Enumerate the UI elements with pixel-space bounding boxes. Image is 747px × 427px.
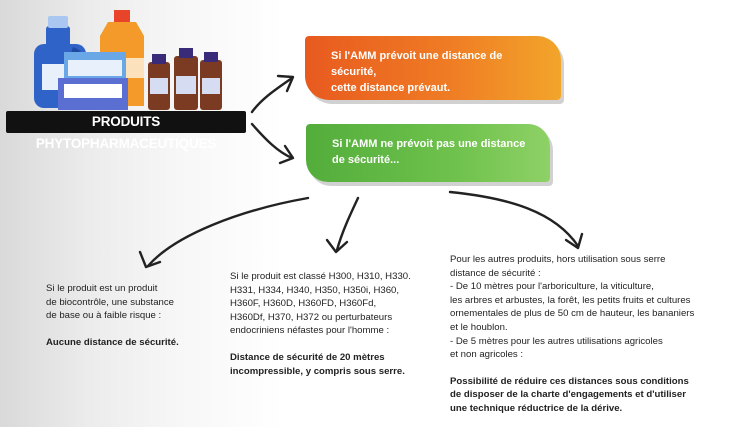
other-products-text: distance de sécurité : [450,267,541,279]
no-amm-distance-line2: de sécurité... [332,154,400,166]
biocontrol-text: de biocontrôle, une substance [46,296,175,308]
classified-text: Si le produit est classé H300, H310, H330. [230,271,411,282]
no-amm-distance-box [306,124,550,182]
classified-result: incompressible, y compris sous serre. [230,365,405,377]
classified-result: Distance de sécurité de 20 mètres [230,351,385,363]
other-products-column [450,253,742,416]
classified-text: endocriniens néfastes pour l'homme : [230,325,390,337]
other-products-result: Possibilité de réduire ces distances sous conditions [450,375,689,387]
amm-distance-line1: Si l'AMM prévoit une distance de sécurité, [331,50,503,78]
arrow-to-green-icon [252,124,293,163]
amm-distance-box [305,36,561,100]
other-products-text: Pour les autres produits, hors utilisation sous serre [450,254,666,265]
other-products-text: et le houblon. [450,321,508,333]
arrow-right-icon [450,192,582,248]
other-products-text: et non agricoles : [450,349,524,361]
biocontrol-result: Aucune distance de sécurité. [46,336,179,348]
arrow-middle-icon [327,198,358,252]
classified-text: H360Df, H370, H372 ou perturbateurs [230,311,393,323]
no-amm-distance-line1: Si l'AMM ne prévoit pas une distance [332,138,526,150]
arrow-to-orange-icon [252,76,293,112]
other-products-text: les arbres et arbustes, la forêt, les petits fruits et cultures [450,294,691,306]
other-products-text: - De 10 mètres pour l'arboriculture, la viticulture, [450,281,654,293]
other-products-result: de disposer de la charte d'engagements et d'utiliser [450,389,686,401]
other-products-text: ornementales de plus de 50 cm de hauteur, les bananiers [450,308,695,320]
classified-text: H331, H334, H340, H350, H350i, H360, [230,284,400,296]
arrow-left-icon [140,198,308,267]
classified-column [230,270,430,378]
biocontrol-column [46,282,211,349]
other-products-result: une technique réductrice de la dérive. [450,402,623,414]
biocontrol-text: de base ou à faible risque : [46,310,162,322]
other-products-text: - De 5 mètres pour les autres utilisations agricoles [450,335,663,347]
amm-distance-line2: cette distance prévaut. [331,82,451,94]
biocontrol-text: Si le produit est un produit [46,283,158,294]
page-title: PRODUITS PHYTOPHARMACEUTIQUES [6,111,246,133]
classified-text: H360F, H360D, H360FD, H360Fd, [230,298,377,310]
